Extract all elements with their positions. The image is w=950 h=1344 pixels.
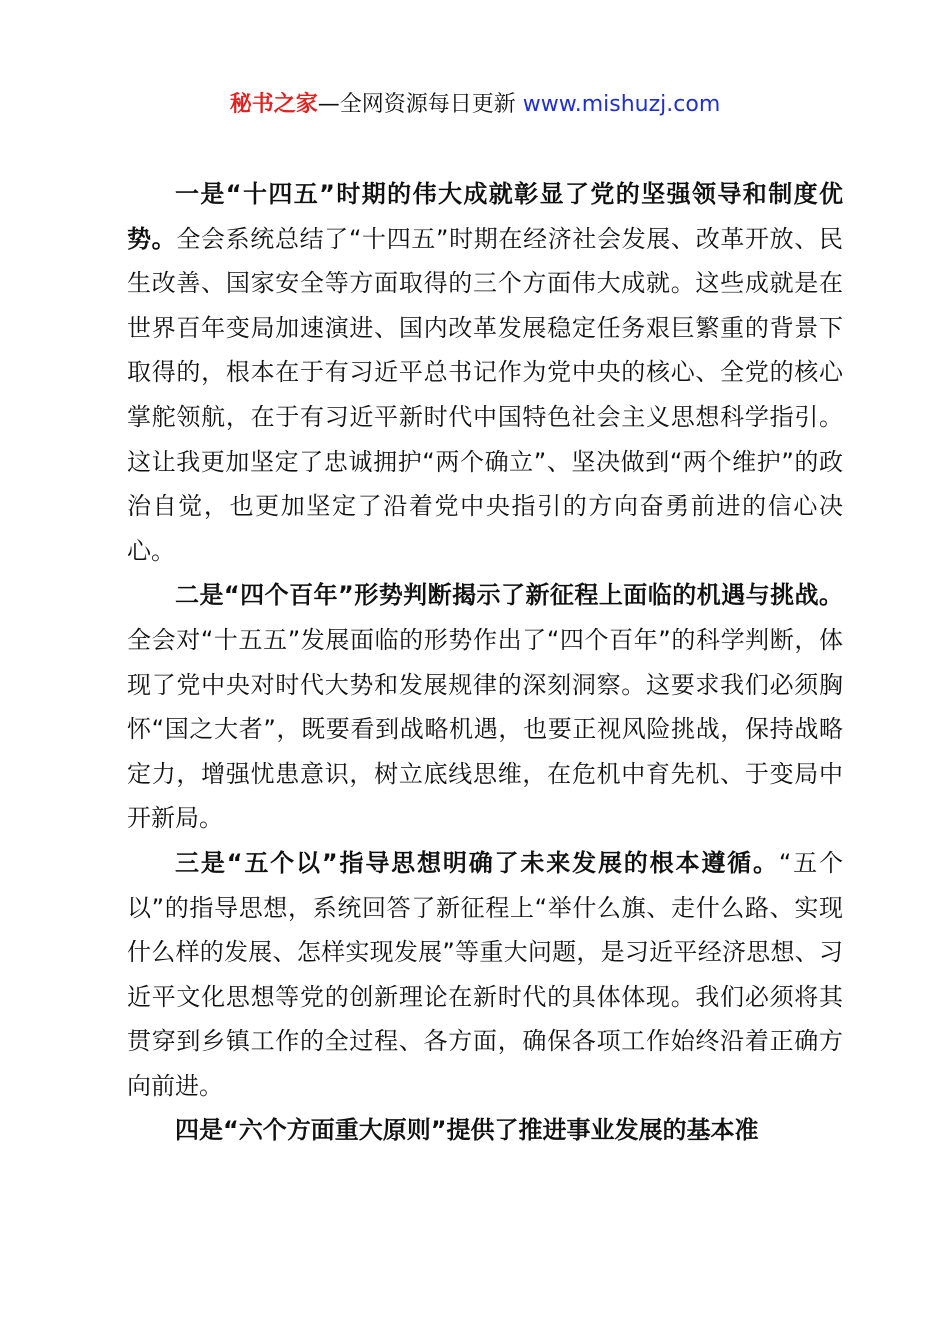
- paragraph-2: [127, 573, 843, 841]
- document-body: [127, 172, 843, 1153]
- paragraph-3-body: “五个以”的指导思想，系统回答了新征程上“举什么旗、走什么路、实现什么样的发展、怎样实现发展”等重大问题，是习近平经济思想、习近平文化思想等党的创新理论在新时代的具体体现。我们必须将其贯穿到乡镇工作的全过程、各方面，确保各项工作始终沿着正确方向前进。: [127, 848, 844, 1100]
- site-url-link[interactable]: www.mishuzj.com: [522, 92, 721, 117]
- paragraph-3-lead: 三是“五个以”指导思想明确了未来发展的根本遵循。: [175, 848, 779, 877]
- paragraph-2-lead: 二是“四个百年”形势判断揭示了新征程上面临的机遇与挑战。: [175, 581, 843, 610]
- paragraph-4-lead: 四是“六个方面重大原则”提供了推进事业发展的基本准: [175, 1116, 759, 1145]
- paragraph-2-body: 全会对“十五五”发展面临的形势作出了“四个百年”的科学判断，体现了党中央对时代大势和发展规律的深刻洞察。这要求我们必须胸怀“国之大者”，既要看到战略机遇，也要正视风险挑战，保持战略定力，增强忧患意识，树立底线思维，在危机中育先机、于变局中开新局。: [127, 625, 843, 833]
- page-header: [0, 88, 950, 122]
- paragraph-1-body: 全会系统总结了“十四五”时期在经济社会发展、改革开放、民生改善、国家安全等方面取得的三个方面伟大成就。这些成就是在世界百年变局加速演进、国内改革发展稳定任务艰巨繁重的背景下取得的，根本在于有习近平总书记作为党中央的核心、全党的核心掌舵领航，在于有习近平新时代中国特色社会主义思想科学指引。这让我更加坚定了忠诚拥护“两个确立”、坚决做到“两个维护”的政治自觉，也更加坚定了沿着党中央指引的方向奋勇前进的信心决心。: [127, 224, 843, 565]
- paragraph-1: [127, 172, 843, 573]
- paragraph-1-lead: 一是“十四五”时期的伟大成就彰显了党的坚强领导和制度优势。: [127, 180, 843, 253]
- brand-name: 秘书之家: [229, 92, 318, 117]
- paragraph-4: [127, 1108, 843, 1153]
- paragraph-3: [127, 841, 843, 1109]
- header-tagline: —全网资源每日更新: [317, 92, 523, 117]
